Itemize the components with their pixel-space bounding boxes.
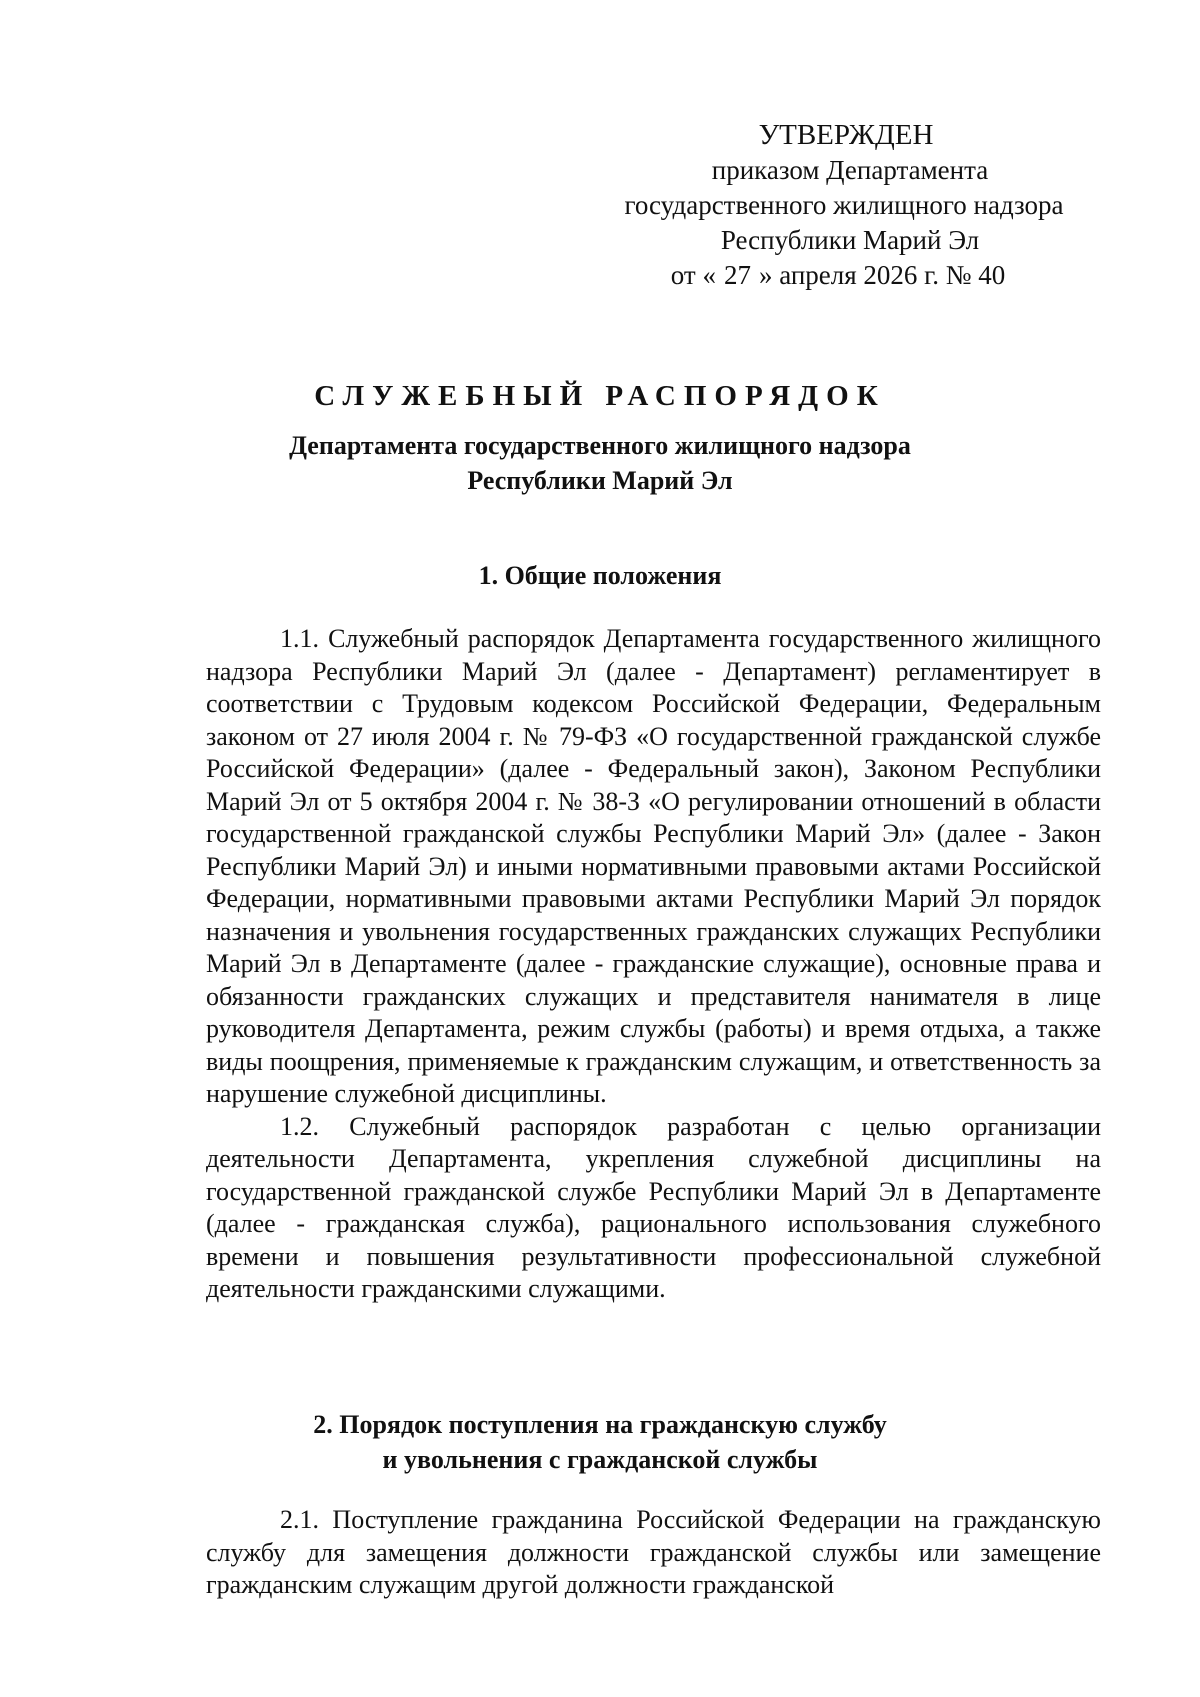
paragraph-1-1: 1.1. Служебный распорядок Департамента государственного жилищного надзора Республики Марий Эл (далее - Департамент) регламентирует в соответствии с Трудовым кодексом Российской Федерации, Федеральным законом от 27 июля 2004 г. № 79-ФЗ «О государственной гражданской службе Российской Федерации» (далее - Федеральный закон), Законом Республики Марий Эл от 5 октября 2004 г. № 38-З «О регулировании отношений в области государственной гражданской службы Республики Марий Эл» (далее - Закон Республики Марий Эл) и иными нормативными правовыми актами Российской Федерации, нормативными правовыми актами Республики Марий Эл порядок назначения и увольнения государственных гражданских служащих Республики Марий Эл в Департаменте (далее - гражданские служащие), основные права и обязанности гражданских служащих и представителя нанимателя в лице руководителя Департамента, режим службы (работы) и время отдыха, а также виды поощрения, применяемые к гражданским служащим, и ответственность за нарушение служебной дисциплины. <box>206 624 1101 1108</box>
section-2-heading <box>0 1407 1200 1477</box>
section-1-heading: 1. Общие положения <box>478 561 722 590</box>
paragraph-2-1: 2.1. Поступление гражданина Российской Федерации на гражданскую службу для замещения должности гражданской службы или замещение гражданским служащим другой должности гражданской <box>206 1505 1101 1599</box>
approval-date-day: 27 <box>723 260 751 290</box>
document-title: СЛУЖЕБНЫЙ РАСПОРЯДОК <box>314 380 886 412</box>
document-subtitle <box>0 428 1200 498</box>
approval-date-line <box>576 258 1100 293</box>
approval-date-prefix: от « <box>670 260 716 290</box>
section-1-body <box>206 623 1101 1306</box>
paragraph-1-2: 1.2. Служебный распорядок разработан с целью организации деятельности Департамента, укрепления служебной дисциплины на государственной гражданской службе Республики Марий Эл в Департаменте (далее - гражданская служба), рационального использования служебного времени и повышения результативности профессиональной служебной деятельности гражданскими служащими. <box>206 1111 1101 1303</box>
approval-republic-line: Республики Марий Эл <box>720 225 980 255</box>
approval-order-line: приказом Департамента <box>711 155 989 185</box>
document-subtitle-line2: Республики Марий Эл <box>467 466 733 495</box>
approval-block <box>600 118 1100 293</box>
section-2-heading-line2: и увольнения с гражданской службы <box>382 1445 818 1474</box>
section-2-heading-line1: 2. Порядок поступления на гражданскую службу <box>313 1410 887 1439</box>
section-2-body <box>206 1504 1101 1602</box>
document-subtitle-line1: Департамента государственного жилищного надзора <box>289 431 911 460</box>
approval-stamp: УТВЕРЖДЕН <box>758 119 934 151</box>
approval-date-suffix: » апреля 2026 г. № 40 <box>758 260 1006 290</box>
approval-department-line: государственного жилищного надзора <box>624 190 1064 220</box>
